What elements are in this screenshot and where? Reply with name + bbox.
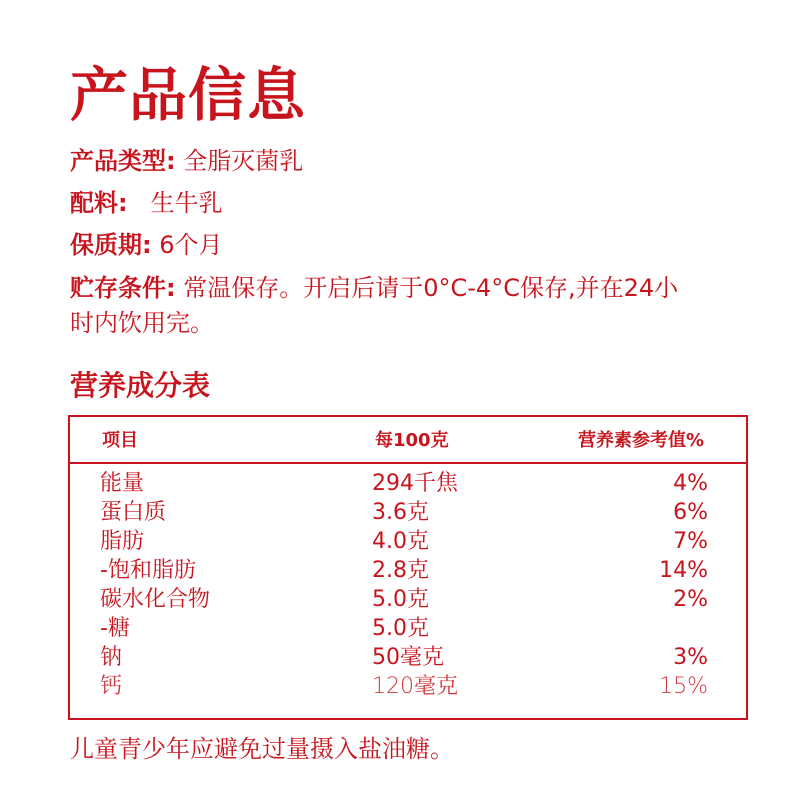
nutrient-name: 碳水化合物: [100, 587, 211, 612]
nutrient-nrv: 2%: [673, 587, 708, 612]
info-key: 保质期:: [70, 231, 152, 259]
info-value: 生牛乳: [150, 189, 223, 217]
nutrient-nrv: 7%: [673, 529, 708, 554]
nutrient-name: 脂肪: [100, 529, 145, 554]
info-row-shelf-life: [70, 229, 770, 261]
table-row: [70, 672, 746, 701]
nutrient-value: 120毫克: [372, 674, 458, 699]
table-row: [70, 556, 746, 585]
header-per-100g: 每100克: [375, 430, 449, 451]
product-info-list: [70, 145, 770, 351]
nutrition-title: 营养成分表: [70, 369, 211, 402]
header-item: 项目: [102, 430, 138, 451]
nutrient-value: 4.0克: [372, 529, 429, 554]
nutrient-name: 钠: [100, 645, 123, 670]
table-row: [70, 469, 746, 498]
info-row-type: [70, 145, 770, 177]
nutrient-name: 蛋白质: [100, 500, 167, 525]
nutrient-value: 294千焦: [372, 471, 458, 496]
table-row: [70, 498, 746, 527]
table-row: [70, 614, 746, 643]
nutrient-value: 5.0克: [372, 587, 429, 612]
nutrient-value: 2.8克: [372, 558, 429, 583]
nutrient-value: 50毫克: [372, 645, 444, 670]
nutrient-value: 5.0克: [372, 616, 429, 641]
info-key: 配料:: [70, 189, 128, 217]
health-advisory: 儿童青少年应避免过量摄入盐油糖。: [70, 735, 454, 763]
info-key: 贮存条件:: [70, 274, 176, 302]
nutrient-nrv: 15%: [659, 674, 708, 699]
nutrient-name: 能量: [100, 471, 145, 496]
nutrient-nrv: 4%: [673, 471, 708, 496]
table-row: [70, 527, 746, 556]
nutrient-name: -糖: [100, 616, 130, 641]
info-value: 常温保存。开启后请于0°C-4°C保存,并在24小: [183, 274, 679, 302]
nutrient-value: 3.6克: [372, 500, 429, 525]
info-value: 6个月: [159, 231, 223, 259]
page-title: 产品信息: [70, 61, 307, 129]
info-row-storage: [70, 271, 770, 341]
info-value: 全脂灭菌乳: [183, 147, 304, 175]
info-row-ingredients: [70, 187, 770, 219]
header-nrv: 营养素参考值%: [578, 430, 705, 451]
info-key: 产品类型:: [70, 147, 176, 175]
info-value-line2: 时内饮用完。: [70, 309, 214, 337]
table-row: [70, 585, 746, 614]
nutrient-nrv: 3%: [673, 645, 708, 670]
table-header: [70, 417, 746, 464]
nutrition-table: [68, 415, 748, 720]
table-row: [70, 643, 746, 672]
nutrient-nrv: 14%: [659, 558, 708, 583]
nutrient-name: -饱和脂肪: [100, 558, 196, 583]
nutrient-name: 钙: [100, 674, 123, 699]
nutrient-nrv: 6%: [673, 500, 708, 525]
table-body: [70, 469, 746, 701]
